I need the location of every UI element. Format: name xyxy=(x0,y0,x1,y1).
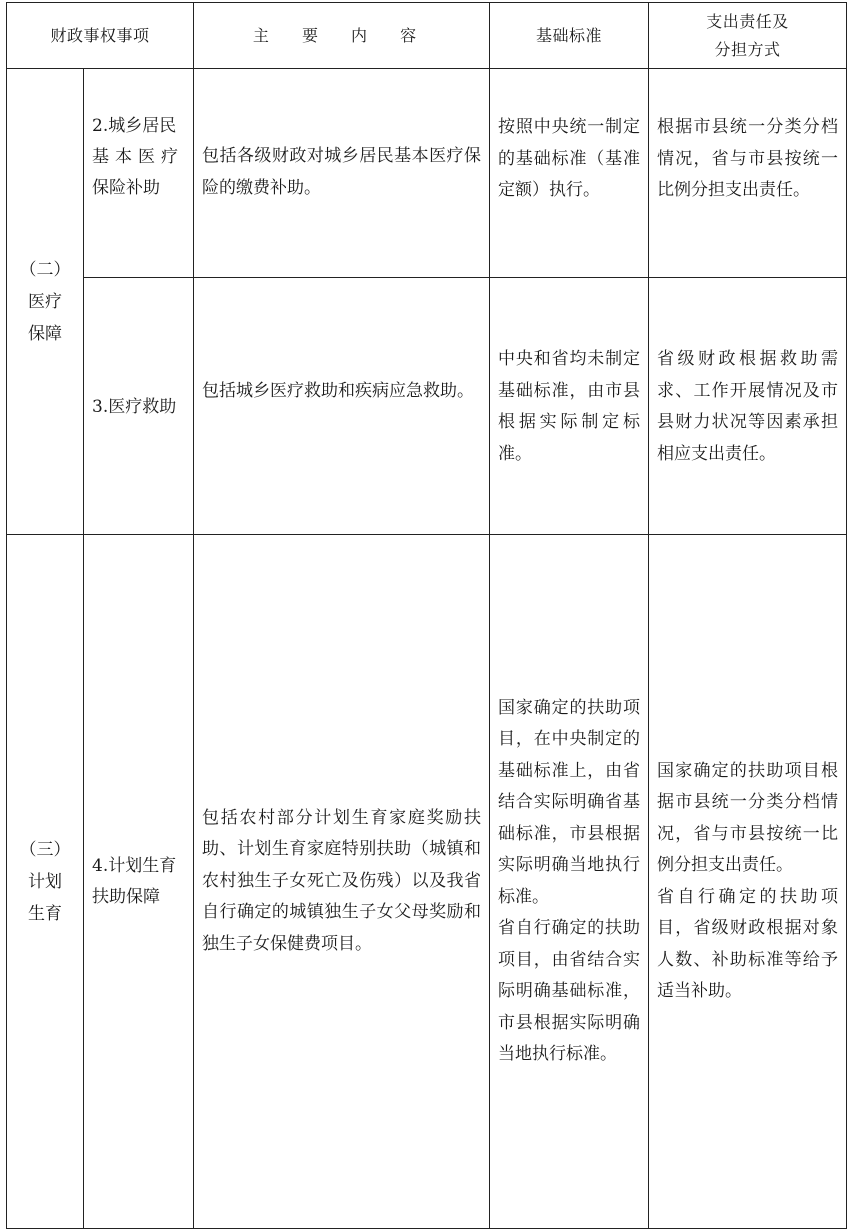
item-responsibility: 国家确定的扶助项目根据市县统一分类分档情况，省与市县按统一比例分担支出责任。 省自行确定的扶助项目，省级财政根据对象人数、补助标准等给予适当补助。 xyxy=(649,535,847,1229)
header-main-content: 主 要 内 容 xyxy=(194,3,490,69)
item-responsibility: 根据市县统一分类分档情况，省与市县按统一比例分担支出责任。 xyxy=(649,69,847,278)
category-family-planning: （三） 计划 生育 xyxy=(7,535,84,1229)
category-medical-security: （二） 医疗 保障 xyxy=(7,69,84,535)
item-content: 包括各级财政对城乡居民基本医疗保险的缴费补助。 xyxy=(194,69,490,278)
header-fiscal-matters: 财政事权事项 xyxy=(7,3,194,69)
header-responsibility: 支出责任及 分担方式 xyxy=(649,3,847,69)
item-standard: 中央和省均未制定基础标准，由市县根据实际制定标准。 xyxy=(490,278,649,535)
item-name: 3.医疗救助 xyxy=(84,278,194,535)
item-content: 包括城乡医疗救助和疾病应急救助。 xyxy=(194,278,490,535)
item-standard: 按照中央统一制定的基础标准（基准定额）执行。 xyxy=(490,69,649,278)
table-row xyxy=(7,69,847,278)
item-responsibility: 省级财政根据救助需求、工作开展情况及市县财力状况等因素承担相应支出责任。 xyxy=(649,278,847,535)
table-row xyxy=(7,278,847,535)
fiscal-responsibility-table xyxy=(6,2,847,1229)
item-content: 包括农村部分计划生育家庭奖励扶助、计划生育家庭特别扶助（城镇和农村独生子女死亡及伤残）以及我省自行确定的城镇独生子女父母奖励和独生子女保健费项目。 xyxy=(194,535,490,1229)
item-name: 4.计划生育 扶助保障 xyxy=(84,535,194,1229)
table-header-row xyxy=(7,3,847,69)
table-row xyxy=(7,535,847,1229)
item-standard: 国家确定的扶助项目，在中央制定的基础标准上，由省结合实际明确省基础标准，市县根据实际明确当地执行标准。 省自行确定的扶助项目，由省结合实际明确基础标准，市县根据实际明确当地执行标准。 xyxy=(490,535,649,1229)
item-name: 2.城乡居民 基本医疗 保险补助 xyxy=(84,69,194,278)
header-basic-standard: 基础标准 xyxy=(490,3,649,69)
